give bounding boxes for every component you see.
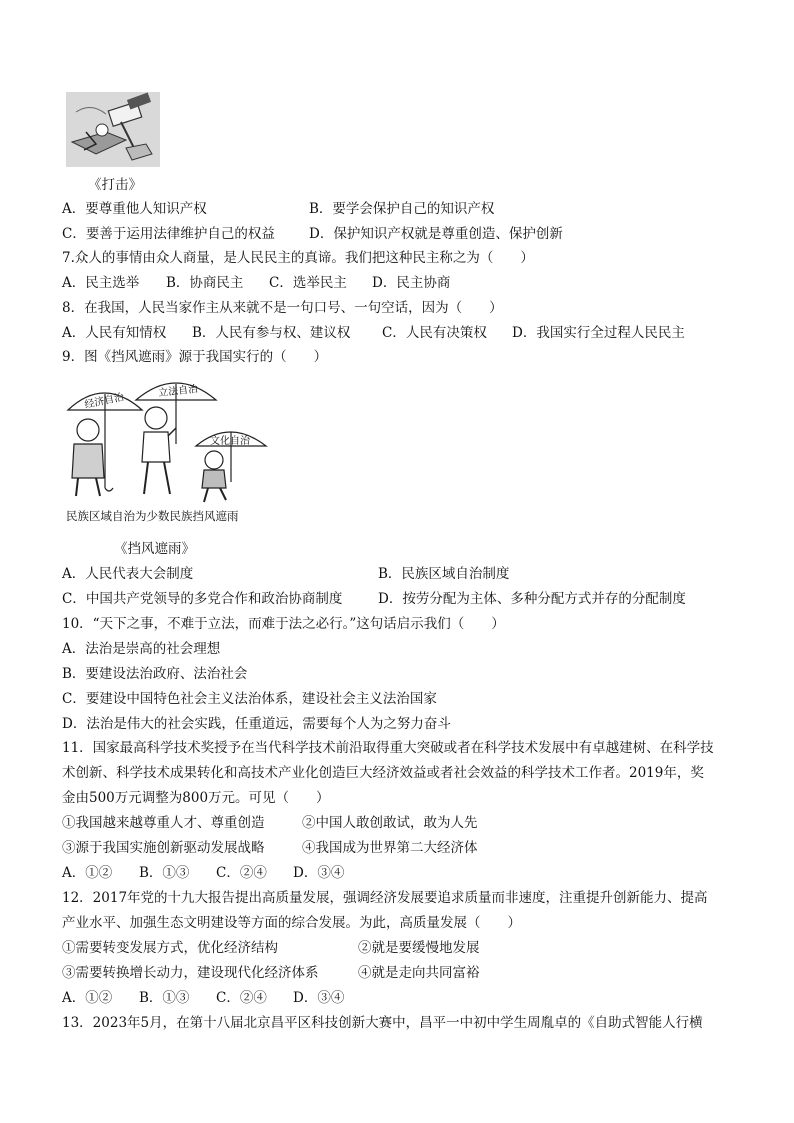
cartoon-strike-image [66, 92, 160, 167]
q12-statement-3: ③需要转换增长动力，建设现代化经济体系 [62, 965, 319, 981]
q8-option-c: C．人民有决策权 [382, 325, 487, 341]
q9-stem: 9．图《挡风遮雨》源于我国实行的（ ） [62, 349, 328, 365]
q11-option-b: B．①③ [139, 865, 190, 881]
q6-option-b: B．要学会保护自己的知识产权 [309, 201, 495, 217]
cartoon-shelter-image [64, 378, 274, 530]
q13-stem: 13．2023年5月，在第十八届北京昌平区科技创新大赛中，昌平一中初中学生周胤卓的《自助式智能人行横 [62, 1015, 703, 1031]
q6-option-c: C．要善于运用法律维护自己的权益 [62, 226, 275, 242]
q8-option-a: A．人民有知情权 [62, 325, 167, 341]
q6-option-a: A．要尊重他人知识产权 [62, 201, 207, 217]
q12-statement-2: ②就是要缓慢地发展 [358, 940, 480, 956]
figure-caption-shelter: 《挡风遮雨》 [114, 541, 195, 557]
q12-statement-1: ①需要转变发展方式，优化经济结构 [62, 940, 278, 956]
q7-option-a: A．民主选举 [62, 275, 140, 291]
q10-option-b: B．要建设法治政府、法治社会 [62, 666, 248, 682]
q9-option-a: A．人民代表大会制度 [62, 566, 194, 582]
q11-stem-line-2: 术创新、科学技术成果转化和高技术产业化创造巨大经济效益或者社会效益的科学技术工作者。2019年，奖 [62, 765, 704, 781]
q7-stem: 7.众人的事情由众人商量，是人民民主的真谛。我们把这种民主称之为（ ） [62, 250, 534, 266]
q9-option-c: C．中国共产党领导的多党合作和政治协商制度 [62, 591, 343, 607]
umbrella-label-economy: 经济自治 [83, 391, 126, 411]
q12-statement-4: ④就是走向共同富裕 [358, 965, 480, 981]
q11-option-d: D．③④ [293, 865, 345, 881]
q7-option-c: C．选举民主 [269, 275, 347, 291]
q10-option-c: C．要建设中国特色社会主义法治体系，建设社会主义法治国家 [62, 691, 437, 707]
q11-statement-1: ①我国越来越尊重人才、尊重创造 [62, 815, 265, 831]
q12-option-c: C．②④ [216, 990, 267, 1006]
q11-stem-line-3: 金由500万元调整为800万元。可见（ ） [62, 790, 330, 806]
q12-stem-line-1: 12．2017年党的十九大报告提出高质量发展，强调经济发展要追求质量而非速度，注重提升创新能力、提高 [62, 890, 708, 906]
q9-option-d: D．按劳分配为主体、多种分配方式并存的分配制度 [378, 591, 686, 607]
q11-option-a: A．①② [62, 865, 113, 881]
q7-option-b: B．协商民主 [166, 275, 244, 291]
q12-option-d: D．③④ [293, 990, 345, 1006]
q11-stem-line-1: 11．国家最高科学技术奖授予在当代科学技术前沿取得重大突破或者在科学技术发展中有卓越建树、在科学技 [62, 740, 714, 756]
umbrella-label-legislation: 立法自治 [157, 383, 199, 400]
q11-statement-3: ③源于我国实施创新驱动发展战略 [62, 840, 265, 856]
q12-option-b: B．①③ [139, 990, 190, 1006]
figure-caption-strike: 《打击》 [88, 177, 142, 193]
q8-option-b: B．人民有参与权、建议权 [192, 325, 351, 341]
q8-stem: 8．在我国，人民当家作主从来就不是一句口号、一句空话，因为（ ） [62, 300, 503, 316]
q11-statement-4: ④我国成为世界第二大经济体 [302, 840, 478, 856]
q7-option-d: D．民主协商 [372, 275, 451, 291]
q11-option-c: C．②④ [216, 865, 267, 881]
q12-option-a: A．①② [62, 990, 113, 1006]
q10-stem: 10．“天下之事，不难于立法，而难于法之必行。”这句话启示我们（ ） [62, 616, 505, 632]
q8-option-d: D．我国实行全过程人民民主 [512, 325, 685, 341]
q11-statement-2: ②中国人敢创敢试，敢为人先 [302, 815, 478, 831]
umbrella-label-culture: 文化自治 [210, 436, 250, 447]
shelter-bottom-text: 民族区域自治为少数民族挡风遮雨 [66, 509, 239, 523]
q12-stem-line-2: 产业水平、加强生态文明建设等方面的综合发展。为此，高质量发展（ ） [62, 915, 521, 931]
q10-option-a: A．法治是崇高的社会理想 [62, 641, 221, 657]
q10-option-d: D．法治是伟大的社会实践，任重道远，需要每个人为之努力奋斗 [62, 716, 451, 732]
q6-option-d: D．保护知识产权就是尊重创造、保护创新 [309, 226, 563, 242]
q9-option-b: B．民族区域自治制度 [378, 566, 510, 582]
